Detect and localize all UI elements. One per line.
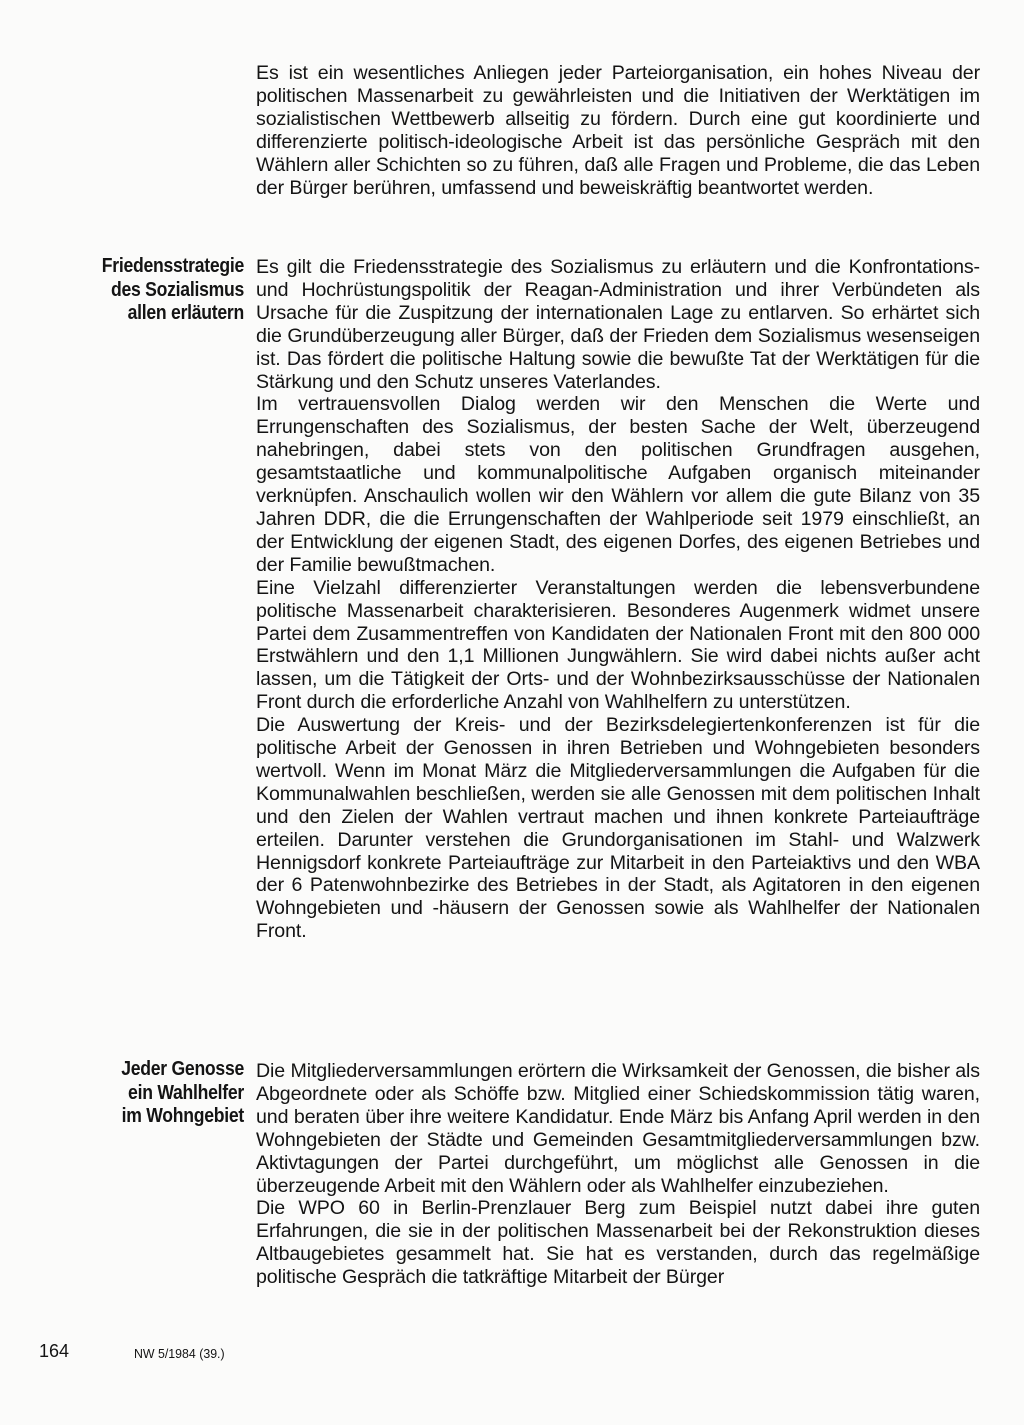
heading-line: Jeder Genosse [121,1058,244,1080]
heading-line: im Wohngebiet [121,1105,244,1127]
section-heading-friedensstrategie [68,255,244,326]
section1-text-block [256,256,980,943]
heading-line: ein Wahlhelfer [128,1081,244,1104]
intro-text-block [256,62,980,199]
section2-text-block [256,1060,980,1289]
heading-line: Friedensstrategie [101,255,244,277]
paragraph: Die Mitgliederversammlungen erörtern die Wirksamkeit der Genossen, die bisher als Abgeordnete oder als Schöffe bzw. Mitglied einer Schiedskommission tätig waren, und beraten über ihre weitere Kandidatur. Ende März bis Anfang April werden in den Wohngebieten der Städte und Gemeinden Gesamtmitgliederversammlungen bzw. Aktivtagungen der Partei durchgeführt, um möglichst alle Genossen in die überzeugende Arbeit mit den Wählern oder als Wahlhelfer einzubeziehen. [256,1060,980,1197]
source-reference: NW 5/1984 (39.) [134,1346,225,1361]
paragraph: Eine Vielzahl differenzierter Veranstaltungen werden die lebensverbundene politische Massenarbeit charakterisieren. Besonderes Augenmerk widmet unsere Partei dem Zusammentreffen von Kandidaten der Nationalen Front mit den 800 000 Erstwählern und den 1,1 Millionen Jungwählern. Sie wird dabei nichts außer acht lassen, um die Tätigkeit der Orts- und der Wohnbezirksausschüsse der Nationalen Front durch die erforderliche Anzahl von Wahlhelfern zu unterstützen. [256,576,980,714]
paragraph: Im vertrauensvollen Dialog werden wir den Menschen die Werte und Errungenschaften des Sozialismus, der besten Sache der Welt, überzeugend nahebringen, dabei stets von den politischen Grundfragen ausgehen, gesamtstaatliche und kommunalpolitische Aufgaben organisch miteinander verknüpfen. Anschaulich wollen wir den Wählern vor allem die gute Bilanz von 35 Jahren DDR, die die Errungenschaften der Wahlperiode seit 1979 einschließt, an der Entwicklung der eigenen Stadt, des eigenen Dorfes, des eigenen Betriebes und der Familie bewußtmachen. [256,393,980,576]
paragraph: Es gilt die Friedensstrategie des Sozialismus zu erläutern und die Konfrontations- und Hochrüstungspolitik der Reagan-Administration und ihrer Verbündeten als Ursache für die Zuspitzung der internationalen Lage zu entlarven. So erhärtet sich die Grundüberzeugung aller Bürger, daß der Frieden dem Sozialismus wesenseigen ist. Das fördert die politische Haltung sowie die bewußte Tat der Werktätigen für die Stärkung und den Schutz unseres Vaterlandes. [256,256,980,393]
page-number: 164 [39,1341,70,1361]
heading-line: allen erläutern [127,302,244,324]
heading-line: des Sozialismus [111,278,244,301]
paragraph: Es ist ein wesentliches Anliegen jeder Parteiorganisation, ein hohes Niveau der politischen Massenarbeit zu gewährleisten und die Initiativen der Werktätigen im sozialistischen Wettbewerb allseitig zu fördern. Durch eine gut koordinierte und differenzierte politisch-ideologische Arbeit ist das persönliche Gespräch mit den Wählern aller Schichten so zu führen, daß alle Fragen und Probleme, die das Leben der Bürger berühren, umfassend und beweiskräftig beantwortet werden. [256,62,980,199]
paragraph: Die Auswertung der Kreis- und der Bezirksdelegiertenkonferenzen ist für die politische Arbeit der Genossen in ihren Betrieben und Wohngebieten besonders wertvoll. Wenn im Monat März die Mitgliederversammlungen die Aufgaben für die Kommunalwahlen beschließen, werden sie alle Genossen mit dem politischen Inhalt und den Zielen der Wahlen vertraut machen und ihnen konkrete Parteiaufträge erteilen. Darunter verstehen die Grundorganisationen im Stahl- und Walzwerk Hennigsdorf konkrete Parteiaufträge zur Mitarbeit in den Parteiaktivs und den WBA der 6 Patenwohnbezirke des Betriebes in der Stadt, als Agitatoren in den eigenen Wohngebieten und -häusern der Genossen sowie als Wahlhelfer der Nationalen Front. [256,714,980,943]
section-heading-jeder-genosse [68,1058,244,1129]
paragraph: Die WPO 60 in Berlin-Prenzlauer Berg zum Beispiel nutzt dabei ihre guten Erfahrungen, die sie in der politischen Massenarbeit bei der Rekonstruktion dieses Altbaugebietes gesammelt hat. Sie hat es verstanden, durch das regelmäßige politische Gespräch die tatkräftige Mitarbeit der Bürger [256,1197,980,1289]
